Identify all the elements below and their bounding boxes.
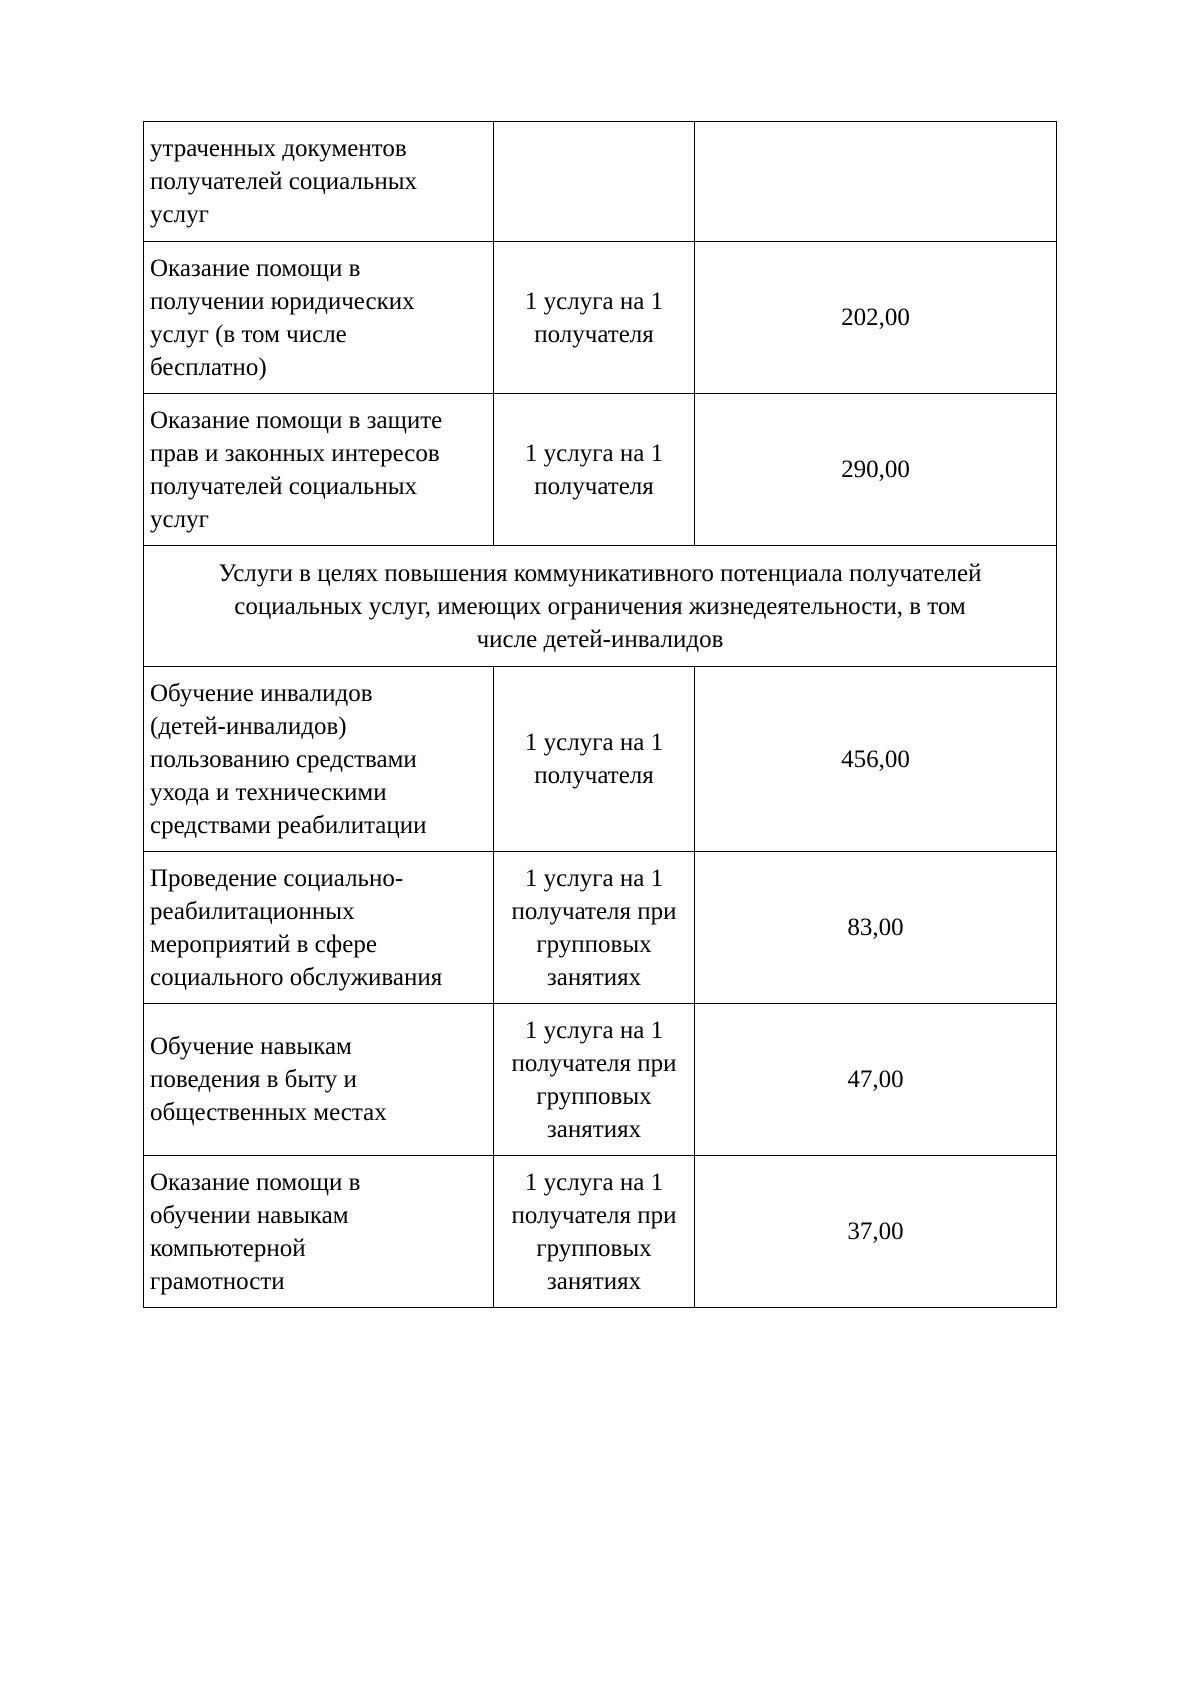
services-table [143,121,1057,1308]
service-name: утраченных документов получателей социальных услуг [150,135,417,228]
service-name: Оказание помощи в защите прав и законных интересов получателей социальных услуг [150,406,443,533]
service-name-cell [144,1004,494,1156]
price-value: 37,00 [847,1218,904,1245]
price-cell [695,122,1057,242]
service-name: Обучение инвалидов (детей-инвалидов) пользованию средствами ухода и техническими средствами реабилитации [150,679,427,839]
table-row [144,667,1057,852]
unit-cell [494,394,695,546]
unit-cell [494,242,695,394]
unit-text: 1 услуга на 1 получателя при групповых занятиях [511,1168,677,1295]
unit-cell [494,852,695,1004]
price-cell [695,1004,1057,1156]
price-value: 456,00 [841,745,910,773]
price-cell [695,1156,1057,1308]
price-value: 290,00 [841,456,910,483]
unit-cell [494,122,695,242]
unit-cell [494,1156,695,1308]
unit-text: 1 услуга на 1 получателя [524,287,664,348]
service-name: Обучение навыкам поведения в быту и общественных местах [150,1033,387,1126]
service-name-cell [144,667,494,852]
unit-text: 1 услуга на 1 получателя при групповых занятиях [511,864,677,991]
price-value: 202,00 [841,304,910,331]
table-row [144,394,1057,546]
service-name-cell [144,122,494,242]
table-row [144,242,1057,394]
unit-text: 1 услуга на 1 получателя при групповых занятиях [511,1016,677,1143]
service-name: Оказание помощи в обучении навыкам компьютерной грамотности [150,1168,361,1295]
price-cell [695,667,1057,852]
table-row [144,1004,1057,1156]
unit-text: 1 услуга на 1 получателя [524,729,664,789]
section-heading-row [144,546,1057,667]
unit-cell [494,667,695,852]
price-cell [695,852,1057,1004]
table-row [144,1156,1057,1308]
service-name: Оказание помощи в получении юридических услуг (в том числе бесплатно) [150,254,415,381]
table-row [144,122,1057,242]
service-name-cell [144,852,494,1004]
section-heading: Услуги в целях повышения коммуникативного потенциала получателей социальных услуг, имеющих ограничения жизнедеятельности, в том числе детей-инвалидов [218,559,982,653]
unit-text: 1 услуга на 1 получателя [524,439,664,500]
service-name: Проведение социально- реабилитационных мероприятий в сфере социального обслуживания [150,864,443,991]
price-cell [695,242,1057,394]
price-value: 83,00 [847,914,904,941]
unit-cell [494,1004,695,1156]
service-name-cell [144,242,494,394]
section-heading-cell [144,546,1057,667]
price-cell [695,394,1057,546]
price-value: 47,00 [847,1066,904,1093]
service-name-cell [144,1156,494,1308]
table-row [144,852,1057,1004]
service-name-cell [144,394,494,546]
